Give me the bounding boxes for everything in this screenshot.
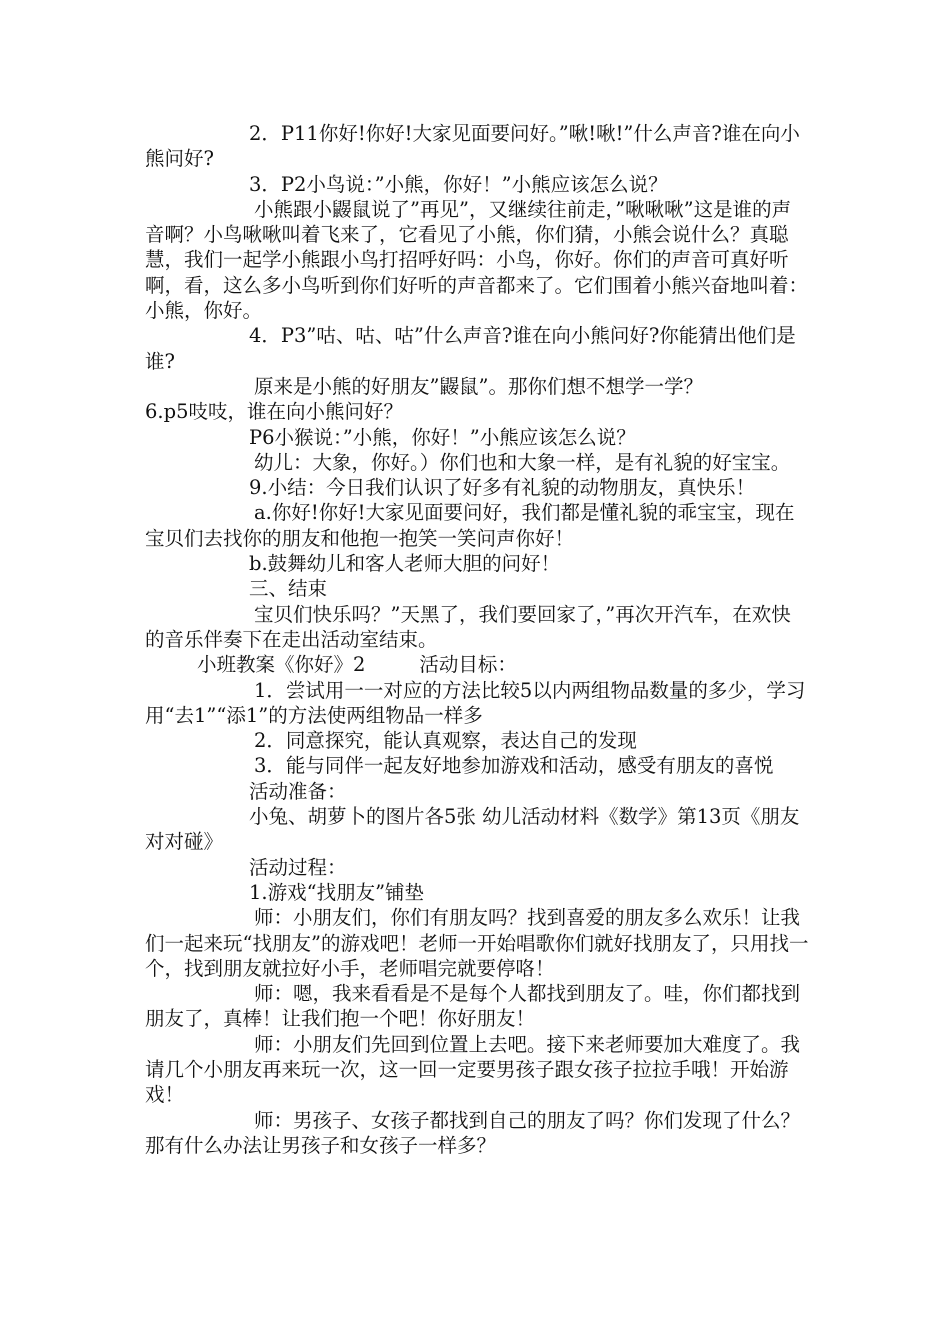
paragraph: 幼儿：大象，你好。）你们也和大象一样，是有礼貌的好宝宝。 — [254, 450, 791, 474]
paragraph: P6小猴说：”小熊，你好！”小熊应该怎么说？ — [249, 425, 636, 449]
paragraph: 师：男孩子、女孩子都找到自己的朋友了吗？你们发现了什么？那有什么办法让男孩子和女孩子一样多？ — [145, 1108, 801, 1157]
paragraph: a.你好!你好!大家见面要问好，我们都是懂礼貌的乖宝宝，现在宝贝们去找你的朋友和他抱一抱笑一笑问声你好！ — [145, 501, 795, 550]
paragraph: 1.游戏“找朋友”铺垫 — [249, 880, 425, 904]
section-heading: 三、结束 — [249, 577, 328, 601]
paragraph: 3．P2小鸟说：”小熊，你好！”小熊应该怎么说？ — [249, 172, 668, 196]
lesson-title: 小班教案《你好》2 — [197, 653, 366, 677]
paragraph: 原来是小熊的好朋友”鼹鼠”。那你们想不想学一学？ — [254, 374, 703, 398]
paragraph: 师：嗯，我来看看是不是每个人都找到朋友了。哇，你们都找到朋友了，真棒！让我们抱一个吧！你好朋友！ — [145, 982, 801, 1031]
objectives-heading: 活动目标： — [419, 653, 517, 677]
paragraph: b.鼓舞幼儿和客人老师大胆的问好！ — [249, 552, 561, 576]
paragraph: 3．能与同伴一起友好地参加游戏和活动，感受有朋友的喜悦 — [254, 754, 774, 778]
section-heading: 活动过程： — [249, 855, 347, 879]
paragraph: 2．P11你好!你好!大家见面要问好。”啾!啾!”什么声音?谁在向小熊问好? — [145, 122, 800, 171]
paragraph: 9.小结：今日我们认识了好多有礼貌的动物朋友，真快乐！ — [249, 476, 756, 500]
paragraph: 师：小朋友们，你们有朋友吗？找到喜爱的朋友多么欢乐！让我们一起来玩“找朋友”的游戏吧！老师一开始唱歌你们就好找朋友了，只用找一个，找到朋友就拉好小手，老师唱完就要停咯！ — [145, 906, 809, 980]
section-heading: 活动准备： — [249, 779, 347, 803]
paragraph: 1．尝试用一一对应的方法比较5以内两组物品数量的多少，学习用“去1”“添1”的方法使两组物品一样多 — [145, 678, 806, 727]
paragraph: 2．同意探究，能认真观察，表达自己的发现 — [254, 729, 637, 753]
lesson-title-line — [145, 652, 810, 677]
paragraph: 4．P3”咕、咕、咕”什么声音?谁在向小熊问好?你能猜出他们是谁? — [145, 324, 796, 373]
paragraph: 6.p5吱吱，谁在向小熊问好？ — [145, 400, 403, 424]
document-body — [145, 121, 810, 1158]
paragraph: 小兔、胡萝卜的图片各5张 幼儿活动材料《数学》第13页《朋友对对碰》 — [145, 805, 800, 854]
paragraph: 小熊跟小鼹鼠说了”再见”，又继续往前走，”啾啾啾”这是谁的声音啊？小鸟啾啾叫着飞来了，它看见了小熊，你们猜，小熊会说什么？真聪慧，我们一起学小熊跟小鸟打招呼好吗：小鸟，你好。你们的声音可真好听啊，看，这么多小鸟听到你们好听的声音都来了。它们围着小熊兴奋地叫着：小熊，你好。 — [145, 197, 809, 323]
paragraph: 师：小朋友们先回到位置上去吧。接下来老师要加大难度了。我请几个小朋友再来玩一次，这一回一定要男孩子跟女孩子拉拉手哦！开始游戏！ — [145, 1032, 801, 1107]
paragraph: 宝贝们快乐吗？”天黑了，我们要回家了，”再次开汽车，在欢快的音乐伴奏下在走出活动室结束。 — [145, 602, 791, 651]
